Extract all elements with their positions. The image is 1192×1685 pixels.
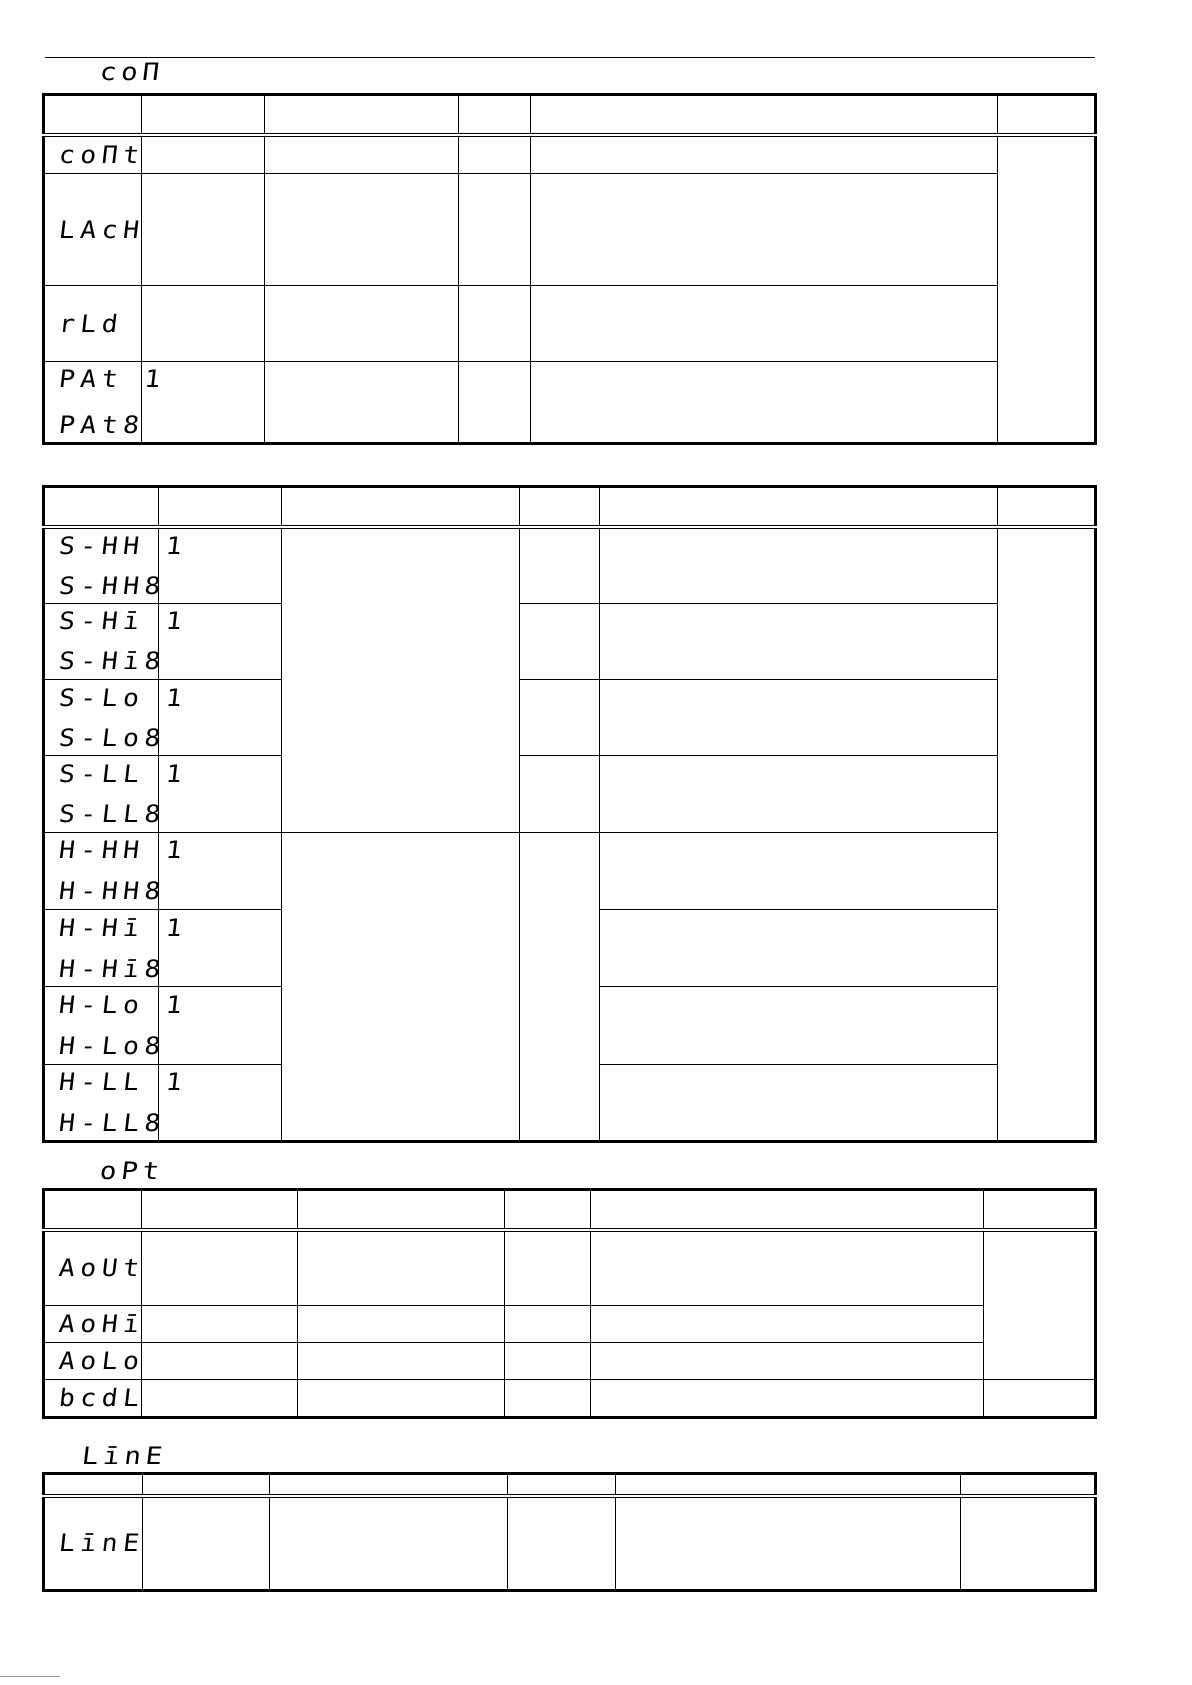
section-title-con: coП <box>98 58 166 86</box>
param-code-first: S-LL 1 <box>57 759 189 788</box>
table-row <box>44 1306 1096 1343</box>
param-code-first: PAt 1 <box>57 365 168 393</box>
param-code-last: H-Lo8 <box>57 1031 168 1060</box>
param-code: coПt <box>57 140 147 169</box>
param-code-first: S-HH 1 <box>57 531 189 560</box>
table-row <box>44 1380 1096 1418</box>
page-edge-mark <box>0 1676 60 1677</box>
param-code-last: PAt8 <box>57 411 147 439</box>
param-code-first: H-LL 1 <box>57 1067 189 1096</box>
param-code: bcdL <box>57 1384 147 1412</box>
table-row <box>44 362 1096 444</box>
table-row <box>44 135 1096 174</box>
table-row <box>44 679 1096 755</box>
param-code-first: H-HH 1 <box>57 836 189 865</box>
param-code-last: S-LL8 <box>57 799 168 828</box>
table-row <box>44 756 1096 832</box>
table-row <box>44 1496 1096 1591</box>
con-table <box>42 93 1097 445</box>
table-header <box>44 487 1096 527</box>
table-row <box>44 1230 1096 1306</box>
table-header <box>44 95 1096 135</box>
param-code-last: H-Hī8 <box>57 954 168 983</box>
table-header <box>44 1474 1096 1496</box>
table-row <box>44 1343 1096 1380</box>
param-code-first: H-Hī 1 <box>57 913 189 942</box>
param-code: LīnE <box>57 1529 147 1558</box>
section-title-line: LīnE <box>80 1442 169 1470</box>
param-code-first: H-Lo 1 <box>57 990 189 1019</box>
alarm-table <box>42 485 1097 1143</box>
table-header <box>44 1190 1096 1230</box>
line-table <box>42 1472 1097 1592</box>
table-row <box>44 286 1096 362</box>
section-title-opt: oPt <box>98 1157 166 1185</box>
param-code-first: S-Lo 1 <box>57 683 189 712</box>
param-code-last: H-HH8 <box>57 877 168 906</box>
param-code: AoUt <box>57 1254 147 1283</box>
param-code-last: H-LL8 <box>57 1108 168 1137</box>
param-code: AoHī <box>57 1310 147 1338</box>
opt-table <box>42 1188 1097 1419</box>
param-code-last: S-Hī8 <box>57 647 168 676</box>
param-code: rLd <box>57 309 125 338</box>
table-row <box>44 832 1096 909</box>
param-code-last: S-Lo8 <box>57 723 168 752</box>
param-code: LAcH <box>57 215 147 244</box>
table-row <box>44 603 1096 679</box>
param-code-first: S-Hī 1 <box>57 607 189 636</box>
param-code-last: S-HH8 <box>57 571 168 600</box>
param-code: AoLo <box>57 1347 147 1375</box>
top-rule <box>45 57 1095 58</box>
table-row <box>44 527 1096 603</box>
table-row <box>44 174 1096 286</box>
